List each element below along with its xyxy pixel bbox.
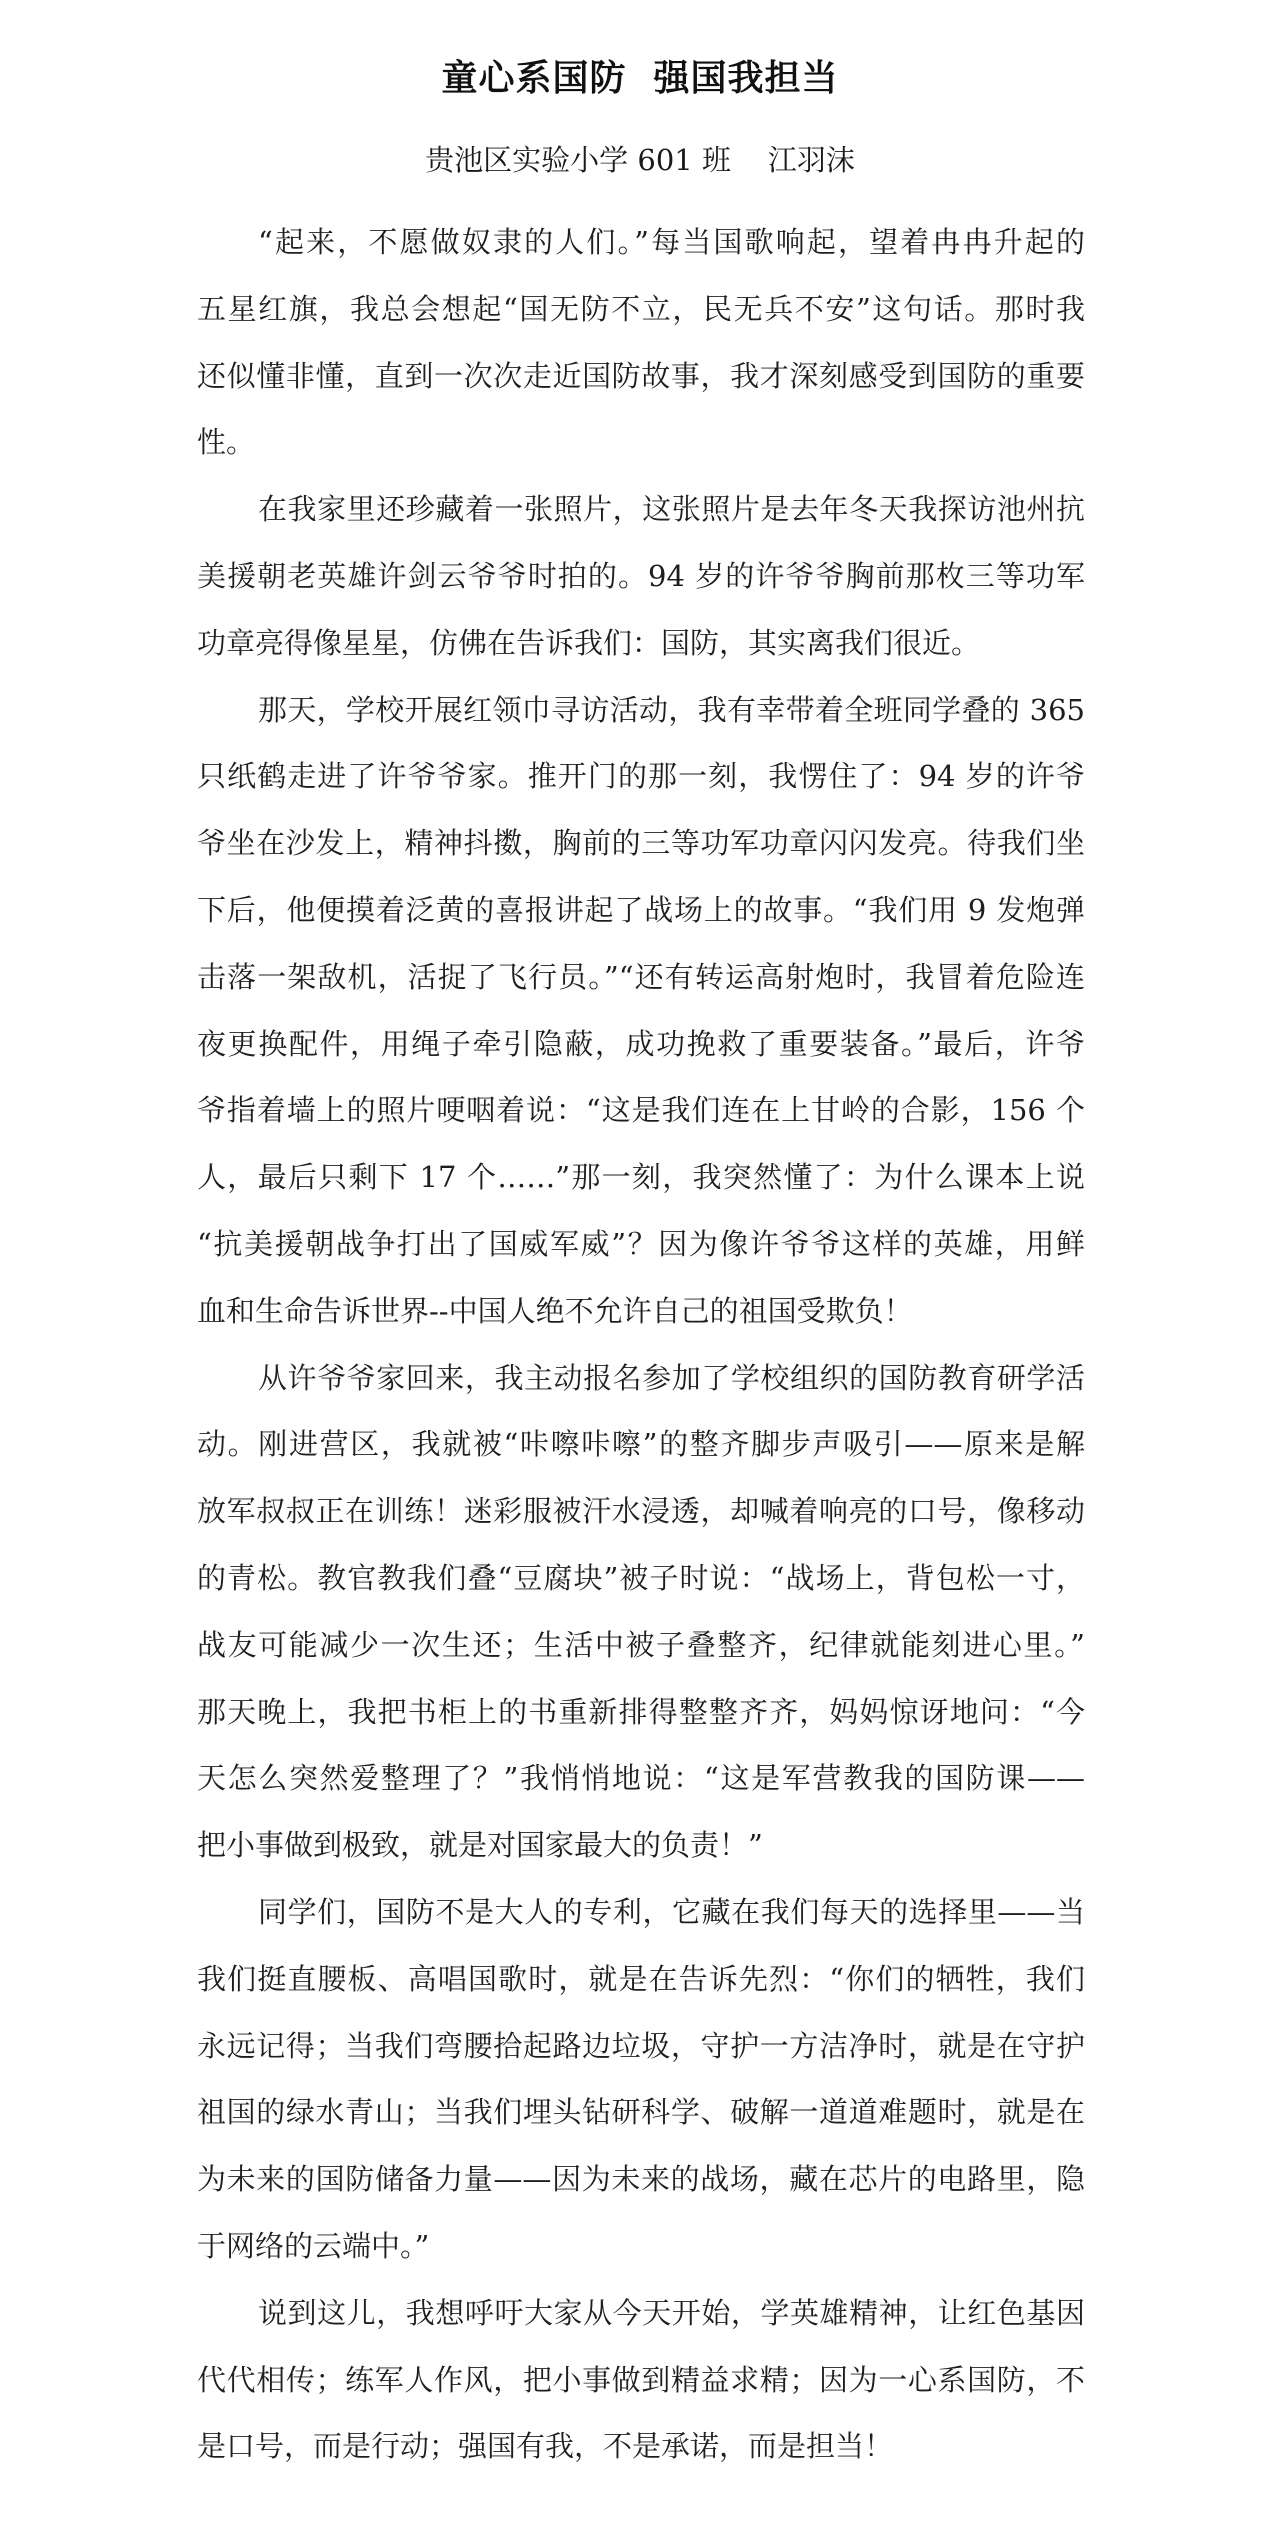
text-line: 从许爷爷家回来，我主动报名参加了学校组织的国防教育研学活 <box>258 1360 1085 1395</box>
author-byline: 贵池区实验小学 601 班 江羽沫 <box>425 143 855 177</box>
essay-title: 童心系国防 强国我担当 <box>441 58 839 99</box>
text-line: 血和生命告诉世界--中国人绝不允许自己的祖国受欺负！ <box>197 1293 913 1328</box>
text-line: 把小事做到极致，就是对国家最大的负责！” <box>197 1828 763 1863</box>
text-line: 同学们，国防不是大人的专利，它藏在我们每天的选择里——当 <box>258 1894 1085 1929</box>
text-line: 还似懂非懂，直到一次次走近国防故事，我才深刻感受到国防的重要 <box>197 358 1085 393</box>
text-line: 为未来的国防储备力量——因为未来的战场，藏在芯片的电路里，隐 <box>197 2162 1085 2197</box>
text-line: 放军叔叔正在训练！迷彩服被汗水浸透，却喊着响亮的口号，像移动 <box>197 1494 1085 1529</box>
paragraph-3 <box>197 677 1085 1345</box>
text-line: 击落一架敌机，活捉了飞行员。”“还有转运高射炮时，我冒着危险连 <box>197 959 1085 994</box>
text-line: 五星红旗，我总会想起“国无防不立，民无兵不安”这句话。那时我 <box>197 291 1085 326</box>
text-line: 祖国的绿水青山；当我们埋头钻研科学、破解一道道难题时，就是在 <box>197 2095 1085 2130</box>
essay-body <box>197 209 1085 2480</box>
text-line: 代代相传；练军人作风，把小事做到精益求精；因为一心系国防，不 <box>197 2362 1085 2397</box>
text-line: “起来，不愿做奴隶的人们。”每当国歌响起，望着冉冉升起的 <box>258 225 1085 259</box>
paragraph-2 <box>197 476 1085 676</box>
text-line: 是口号，而是行动；强国有我，不是承诺，而是担当！ <box>197 2429 894 2464</box>
text-line: 动。刚进营区，我就被“咔嚓咔嚓”的整齐脚步声吸引——原来是解 <box>197 1427 1085 1462</box>
text-line: 在我家里还珍藏着一张照片，这张照片是去年冬天我探访池州抗 <box>258 492 1085 527</box>
text-line: 性。 <box>197 425 256 460</box>
text-line: 说到这儿，我想呼吁大家从今天开始，学英雄精神，让红色基因 <box>258 2295 1085 2330</box>
text-line: 人，最后只剩下 17 个……”那一刻，我突然懂了：为什么课本上说 <box>197 1160 1085 1195</box>
text-line: “抗美援朝战争打出了国威军威”？因为像许爷爷这样的英雄，用鲜 <box>197 1226 1085 1261</box>
text-line: 美援朝老英雄许剑云爷爷时拍的。94 岁的许爷爷胸前那枚三等功军 <box>197 558 1085 593</box>
text-line: 下后，他便摸着泛黄的喜报讲起了战场上的故事。“我们用 9 发炮弹 <box>197 892 1085 927</box>
paragraph-6 <box>197 2280 1085 2480</box>
text-line: 的青松。教官教我们叠“豆腐块”被子时说：“战场上，背包松一寸， <box>197 1560 1085 1595</box>
paragraph-5 <box>197 1879 1085 2280</box>
text-line: 那天晚上，我把书柜上的书重新排得整整齐齐，妈妈惊讶地问：“今 <box>197 1694 1085 1729</box>
text-line: 那天，学校开展红领巾寻访活动，我有幸带着全班同学叠的 365 <box>258 692 1085 727</box>
text-line: 夜更换配件，用绳子牵引隐蔽，成功挽救了重要装备。”最后，许爷 <box>197 1026 1085 1061</box>
text-line: 只纸鹤走进了许爷爷家。推开门的那一刻，我愣住了：94 岁的许爷 <box>197 759 1085 794</box>
text-line: 永远记得；当我们弯腰拾起路边垃圾，守护一方洁净时，就是在守护 <box>197 2028 1085 2063</box>
text-line: 我们挺直腰板、高唱国歌时，就是在告诉先烈：“你们的牺牲，我们 <box>197 1961 1085 1996</box>
paragraph-4 <box>197 1345 1085 1879</box>
paragraph-1 <box>197 209 1085 476</box>
text-line: 天怎么突然爱整理了？”我悄悄地说：“这是军营教我的国防课—— <box>197 1761 1085 1796</box>
text-line: 于网络的云端中。” <box>197 2228 430 2263</box>
text-line: 爷指着墙上的照片哽咽着说：“这是我们连在上甘岭的合影，156 个 <box>197 1093 1085 1128</box>
text-line: 功章亮得像星星，仿佛在告诉我们：国防，其实离我们很近。 <box>197 625 981 660</box>
text-line: 战友可能减少一次生还；生活中被子叠整齐，纪律就能刻进心里。” <box>197 1627 1085 1662</box>
text-line: 爷坐在沙发上，精神抖擞，胸前的三等功军功章闪闪发亮。待我们坐 <box>197 826 1085 861</box>
